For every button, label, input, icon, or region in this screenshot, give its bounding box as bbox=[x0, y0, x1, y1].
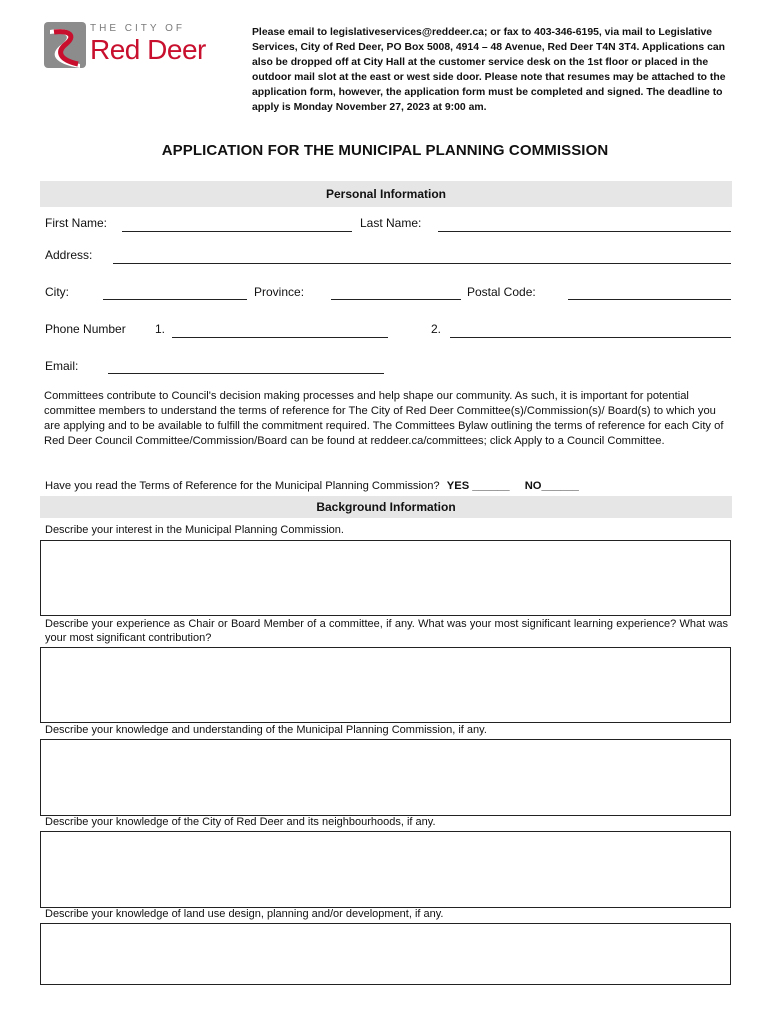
phone-label: Phone Number bbox=[45, 322, 126, 336]
question-land-use: Describe your knowledge of land use design, planning and/or development, if any. bbox=[45, 908, 444, 920]
phone-2-field[interactable] bbox=[450, 337, 731, 338]
first-name-label: First Name: bbox=[45, 216, 108, 230]
phone-2-label: 2. bbox=[431, 322, 442, 336]
email-field[interactable] bbox=[108, 373, 384, 374]
submission-instructions: Please email to legislativeservices@reddeer.ca; or fax to 403-346-6195, via mail to Legislative Services, City of Red Deer, PO Box 5008, 4914 – 48 Avenue, Red Deer T4N 3T4. Applications can also be dropped off at City Hall at the customer service desk on the 1st floor or placed in the outdoor mail slot at the east or west side door. Please note that resumes may be attached to the application form, however, the application form must be completed and signed. The deadline to apply is Monday November 27, 2023 at 9:00 am. bbox=[252, 27, 726, 113]
last-name-label: Last Name: bbox=[360, 216, 422, 230]
answer-box-city-knowledge[interactable] bbox=[40, 831, 731, 908]
city-field[interactable] bbox=[103, 299, 247, 300]
red-deer-logo-icon bbox=[42, 20, 90, 72]
terms-question-text: Have you read the Terms of Reference for the Municipal Planning Commission? bbox=[45, 480, 440, 492]
phone-1-label: 1. bbox=[155, 322, 166, 336]
question-mpc-knowledge: Describe your knowledge and understanding of the Municipal Planning Commission, if any. bbox=[45, 724, 487, 736]
province-label: Province: bbox=[254, 285, 305, 299]
question-interest: Describe your interest in the Municipal Planning Commission. bbox=[45, 524, 344, 536]
logo-text-small: THE CITY OF bbox=[90, 23, 186, 34]
form-title: APPLICATION FOR THE MUNICIPAL PLANNING COMMISSION bbox=[161, 142, 609, 159]
city-label: City: bbox=[45, 285, 69, 299]
phone-1-field[interactable] bbox=[172, 337, 388, 338]
question-experience: Describe your experience as Chair or Board Member of a committee, if any. What was your most significant learning experience? What was your most significant contribution? bbox=[45, 618, 728, 644]
answer-box-interest[interactable] bbox=[40, 540, 731, 616]
address-field[interactable] bbox=[113, 263, 731, 264]
address-label: Address: bbox=[45, 248, 93, 262]
terms-question bbox=[45, 480, 579, 492]
terms-yes-option[interactable]: YES ______ bbox=[446, 480, 510, 492]
answer-box-land-use[interactable] bbox=[40, 923, 731, 985]
question-city-knowledge: Describe your knowledge of the City of Red Deer and its neighbourhoods, if any. bbox=[45, 816, 436, 828]
logo-text-big: Red Deer bbox=[90, 34, 206, 65]
committees-paragraph: Committees contribute to Council's decision making processes and help shape our community. As such, it is important for potential committee members to understand the terms of reference for The City of Red Deer Committee(s)/Commission(s)/ Board(s) to which you are applying and to be available to fulfill the commitment required. The Committees Bylaw outlining the terms of reference for each City of Red Deer Council Committee/Commission/Board can be found at reddeer.ca/committees; click Apply to a Council Committee. bbox=[44, 390, 724, 447]
province-field[interactable] bbox=[331, 299, 461, 300]
postal-code-label: Postal Code: bbox=[467, 285, 536, 299]
terms-no-option[interactable]: NO______ bbox=[524, 480, 579, 492]
last-name-field[interactable] bbox=[438, 231, 731, 232]
section-header-background: Background Information bbox=[40, 496, 732, 518]
answer-box-mpc-knowledge[interactable] bbox=[40, 739, 731, 816]
answer-box-experience[interactable] bbox=[40, 647, 731, 723]
first-name-field[interactable] bbox=[122, 231, 352, 232]
email-label: Email: bbox=[45, 359, 79, 373]
section-header-personal: Personal Information bbox=[40, 181, 732, 207]
postal-code-field[interactable] bbox=[568, 299, 731, 300]
